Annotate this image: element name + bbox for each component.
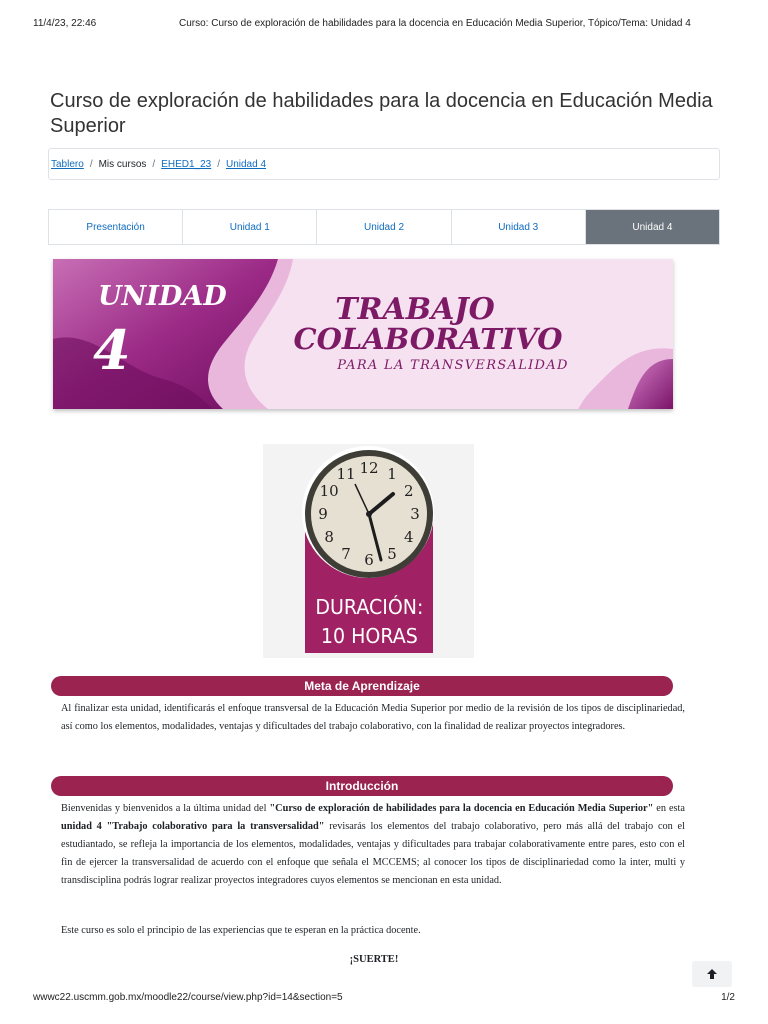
clock-numeral: 10 bbox=[319, 482, 339, 500]
intro-text-part: en esta bbox=[653, 803, 685, 814]
clock-numeral: 1 bbox=[387, 465, 397, 484]
breadcrumb-mis-cursos: Mis cursos bbox=[98, 158, 147, 170]
duration-label: DURACIÓN: bbox=[315, 595, 424, 620]
section-tabs bbox=[48, 209, 720, 245]
clock-numeral: 11 bbox=[336, 465, 356, 484]
print-url: wwwc22.uscmm.gob.mx/moodle22/course/view.php?id=14&section=5 bbox=[33, 992, 343, 1003]
intro-text-part: revisarás los elementos del trabajo colaborativo, pero más allá del trabajo con el estudiantado, se refleja la importancia de los elementos, modalidades, ventajas y dificultades para trabajar colaborativamente entre pares, esto con el fin de ejercer la transversalidad de acuerdo con el enfoque que señala el MCCEMS; al conocer los tipos de disciplinariedad como la inter, multi y transdisciplina podrás lograr realizar proyectos integradores cuyos elementos se mencionan en esta unidad. bbox=[61, 821, 685, 886]
clock-numeral: 2 bbox=[404, 482, 414, 500]
intro-section-header: Introducción bbox=[51, 776, 673, 796]
banner-graphic bbox=[53, 259, 673, 409]
tab-unidad-4[interactable]: Unidad 4 bbox=[586, 210, 719, 244]
clock-numeral: 9 bbox=[318, 505, 328, 523]
clock-icon bbox=[302, 446, 434, 578]
tab-unidad-2[interactable]: Unidad 2 bbox=[317, 210, 451, 244]
arrow-up-icon bbox=[706, 968, 718, 980]
duration-value: 10 HORAS bbox=[320, 624, 418, 649]
clock-numeral: 8 bbox=[324, 528, 334, 546]
clock-numeral: 3 bbox=[410, 505, 420, 523]
clock-numeral: 6 bbox=[364, 551, 374, 569]
duration-graphic bbox=[263, 444, 474, 658]
back-to-top-button[interactable] bbox=[692, 961, 732, 987]
intro-closing-text: Este curso es solo el principio de las experiencias que te esperan en la práctica docente. bbox=[61, 925, 421, 936]
clock-numeral: 7 bbox=[341, 544, 351, 563]
breadcrumb-link-unit[interactable]: Unidad 4 bbox=[225, 158, 267, 170]
print-document-title: Curso: Curso de exploración de habilidades para la docencia en Educación Media Superior, Tópico/Tema: Unidad 4 bbox=[179, 18, 691, 29]
course-name-emphasis: "Curso de exploración de habilidades para la docencia en Educación Media Superior" bbox=[269, 803, 654, 814]
breadcrumb-separator: / bbox=[89, 158, 93, 170]
intro-text bbox=[61, 800, 685, 890]
meta-text: Al finalizar esta unidad, identificarás el enfoque transversal de la Educación Media Superior por medio de la revisión de los tipos de disciplinariedad, así como los elementos, modalidades, ventajas y dificultades del trabajo colaborativo, con la finalidad de realizar proyectos integradores. bbox=[61, 703, 685, 732]
clock-numeral: 5 bbox=[387, 544, 397, 563]
banner-title-line1: TRABAJO bbox=[335, 292, 495, 327]
print-page-number: 1/2 bbox=[721, 992, 735, 1003]
breadcrumb-link-course[interactable]: EHED1_23 bbox=[161, 158, 212, 170]
clock-numeral: 12 bbox=[359, 459, 379, 477]
unit-name-emphasis: unidad 4 "Trabajo colaborativo para la transversalidad" bbox=[61, 821, 325, 832]
banner-subtitle: PARA LA TRANSVERSALIDAD bbox=[337, 358, 569, 373]
meta-section-header: Meta de Aprendizaje bbox=[51, 676, 673, 696]
breadcrumb bbox=[48, 148, 720, 180]
breadcrumb-separator: / bbox=[152, 158, 156, 170]
banner-unit-word: UNIDAD bbox=[98, 281, 227, 312]
unit-banner-image bbox=[53, 259, 673, 409]
intro-text-part: Bienvenidas y bienvenidos a la última unidad del bbox=[61, 803, 270, 814]
breadcrumb-link-tablero[interactable]: Tablero bbox=[51, 158, 84, 170]
page-title: Curso de exploración de habilidades para la docencia en Educación Media Superior bbox=[50, 90, 713, 137]
banner-unit-number: 4 bbox=[93, 318, 131, 382]
banner-title-line2: COLABORATIVO bbox=[293, 322, 563, 356]
print-date: 11/4/23, 22:46 bbox=[33, 18, 97, 29]
clock-numeral: 4 bbox=[404, 528, 414, 546]
duration-image bbox=[263, 444, 474, 658]
breadcrumb-separator: / bbox=[217, 158, 220, 170]
closing-message: ¡SUERTE! bbox=[349, 954, 399, 965]
tab-presentacion[interactable]: Presentación bbox=[49, 210, 183, 244]
clock-center bbox=[366, 511, 372, 517]
tab-unidad-1[interactable]: Unidad 1 bbox=[183, 210, 317, 244]
tab-unidad-3[interactable]: Unidad 3 bbox=[452, 210, 586, 244]
